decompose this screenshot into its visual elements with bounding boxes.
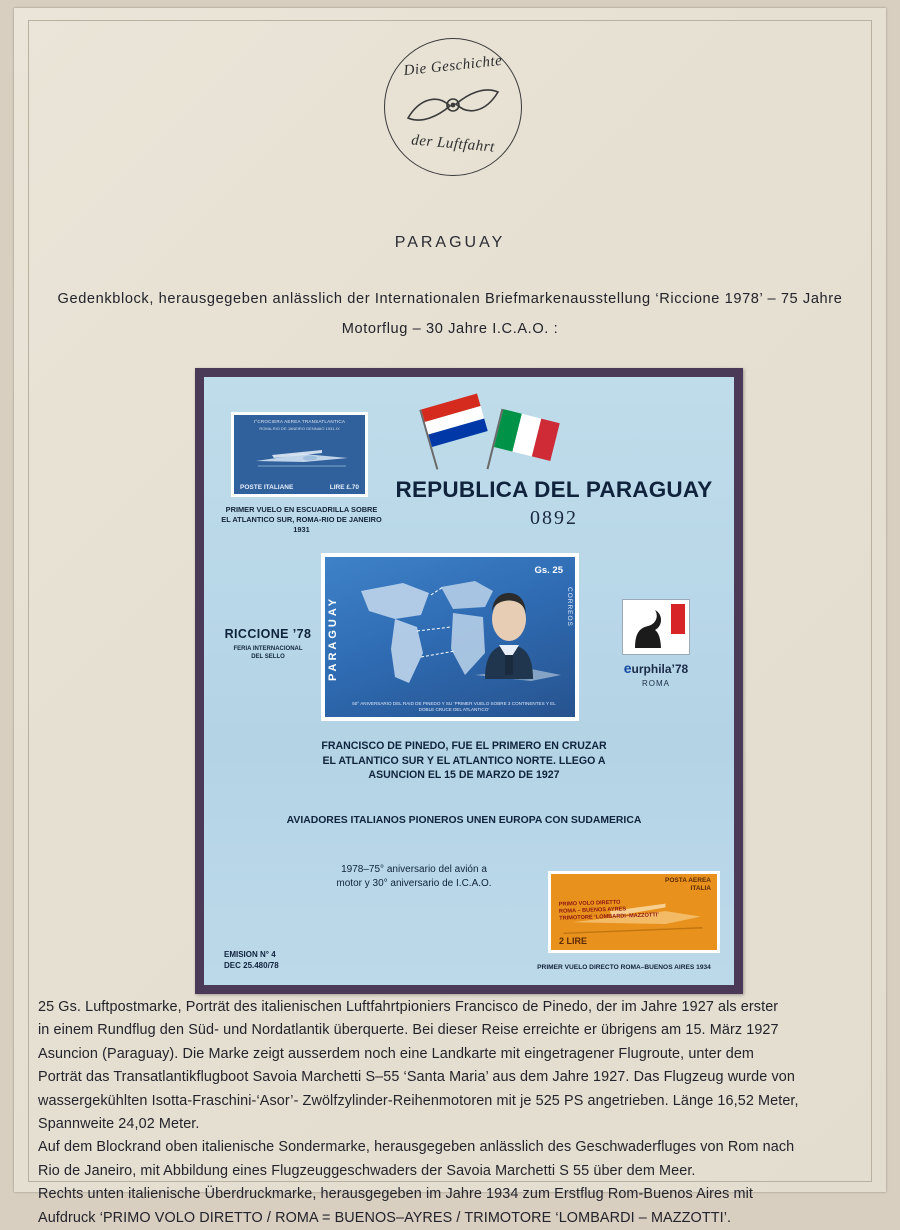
italy-1934-overprint-stamp — [548, 871, 720, 953]
orange-stamp-line-1: POSTA AEREA — [665, 877, 711, 884]
italy-caption-line-1: PRIMER VUELO EN ESCUADRILLA SOBRE — [225, 505, 378, 514]
riccione-sub-1: FERIA INTERNACIONAL — [233, 646, 303, 652]
logo-text-top: Die Geschichte — [402, 52, 504, 80]
sheet-caption-block-2: AVIADORES ITALIANOS PIONEROS UNEN EUROPA CON SUDAMERICA — [286, 815, 642, 826]
page-subtitle — [38, 284, 862, 344]
orange-stamp-overprint — [559, 898, 659, 922]
main-stamp-country: PARAGUAY — [327, 595, 339, 681]
italy-stamp-country: POSTE ITALIANE — [240, 484, 294, 491]
italy-stamp-value: LIRE £.70 — [329, 484, 359, 491]
europhila-city: ROMA — [642, 679, 670, 688]
sheet-title: REPUBLICA DEL PARAGUAY — [395, 477, 713, 502]
description-line: Spannweite 24,02 Meter. — [38, 1116, 200, 1133]
subtitle-line-1: Gedenkblock, herausgegeben anlässlich der Internationalen Briefmarkenausstellung ‘Riccione 1978’ – 75 Jahre — [57, 291, 843, 307]
italy-stamp-line2: ROMA-RIO DE JANEIRO GENNAIO 1931-IX — [259, 426, 340, 431]
italy-stamp-caption — [214, 505, 389, 535]
pinedo-portrait — [477, 575, 541, 679]
italy-stamp-footer — [234, 484, 365, 491]
main-stamp-side-text: CORREOS — [566, 587, 573, 627]
page-title: PARAGUAY — [394, 234, 506, 251]
sheet-serial-number: 0892 — [530, 507, 578, 529]
emission-info — [224, 949, 279, 971]
description-line: wassergekühlten Isotta-Fraschini-‘Asor’- Zwölfzylinder-Reihenmotoren mit je 525 PS angetrieben. Länge 16,52 Meter, — [38, 1092, 799, 1109]
description-line: Auf dem Blockrand oben italienische Sondermarke, herausgegeben anlässlich des Geschwaderfluges von Rom nach — [38, 1139, 795, 1156]
description-line: in einem Rundflug den Süd- und Nordatlantik überquerte. Bei dieser Reise erreichte er übrigens am 15. März 1927 — [38, 1022, 779, 1039]
silhouette-head-icon — [631, 606, 665, 648]
europhila-prefix: e — [623, 660, 632, 676]
description-line: Rechts unten italienische Überdruckmarke, herausgegeben im Jahre 1934 zum Erstflug Rom-Buenos Aires mit — [38, 1186, 753, 1203]
overprint-line-1: PRIMO VOLO DIRETTO — [558, 899, 621, 908]
description-line: Porträt das Transatlantikflugboot Savoia Marchetti S–55 ‘Santa Maria’ aus dem Jahre 1927. Das Flugzeug wurde von — [38, 1069, 795, 1086]
sheet-caption-3-line-1: 1978–75° aniversario del avión a — [341, 864, 487, 875]
orange-stamp-caption: PRIMER VUELO DIRECTO ROMA–BUENOS AIRES 1934 — [537, 964, 711, 971]
orange-stamp-value: 2 LIRE — [559, 936, 588, 946]
main-stamp-caption: 50° ANIVERSARIO DEL RAID DE PINEDO Y SU ‘PRIMER VUELO SOBRE 3 CONTINENTES Y EL DOBLE CRUCE DEL ATLANTICO’ — [352, 701, 556, 712]
world-map-icon — [325, 557, 583, 725]
album-page — [14, 8, 886, 1226]
riccione-title: RICCIONE ’78 — [224, 627, 312, 641]
album-logo — [378, 32, 528, 182]
seaplane-formation-icon — [252, 441, 352, 471]
italy-stamp-line1: I°CROCIERA AEREA TRANSATLANTICA — [253, 419, 346, 424]
emission-number: EMISION N° 4 — [224, 950, 276, 959]
europhila-emblem — [596, 599, 716, 688]
description-line: 25 Gs. Luftpostmarke, Porträt des italienischen Luftfahrtpioniers Francisco de Pinedo, der im Jahre 1927 als erster — [38, 999, 779, 1015]
sheet-caption-block-1 — [284, 739, 644, 783]
description-text — [38, 996, 868, 1230]
sheet-caption-1-line-2: EL ATLANTICO SUR Y EL ATLANTICO NORTE. LLEGO A — [322, 754, 606, 767]
souvenir-sheet — [195, 368, 743, 994]
crossed-flags — [426, 400, 576, 478]
europhila-label-text: urphila’78 — [631, 662, 689, 676]
europhila-stamp-icon — [622, 599, 690, 655]
subtitle-line-2: Motorflug – 30 Jahre I.C.A.O. : — [341, 321, 559, 337]
main-stamp-value: Gs. 25 — [534, 565, 563, 576]
europhila-label — [596, 660, 716, 676]
sheet-caption-1-line-3: ASUNCION EL 15 DE MARZO DE 1927 — [368, 769, 560, 781]
italy-flag-icon — [494, 409, 560, 461]
main-stamp — [321, 553, 579, 721]
orange-stamp-line-2: ITALIA — [690, 885, 711, 892]
sheet-caption-block-3 — [264, 863, 564, 891]
riccione-emblem — [220, 627, 316, 661]
riccione-sub-2: DEL SELLO — [251, 654, 285, 660]
sheet-background — [204, 377, 734, 985]
italy-caption-line-2: EL ATLANTICO SUR, ROMA-RIO DE JANEIRO 1931 — [221, 515, 382, 534]
overprint-line-3: TRIMOTORE ‘LOMBARDI–MAZZOTTI’ — [559, 912, 659, 922]
sheet-caption-3-line-2: motor y 30° aniversario de I.C.A.O. — [336, 878, 492, 889]
europhila-red-bar — [671, 604, 685, 634]
orange-stamp-header — [665, 877, 711, 893]
description-line: Asuncion (Paraguay). Die Marke zeigt ausserdem noch eine Landkarte mit eingetragener Flugroute, unter dem — [38, 1045, 755, 1062]
logo-text-bottom: der Luftfahrt — [410, 132, 496, 156]
emission-decree: DEC 25.480/78 — [224, 961, 279, 970]
italy-1931-stamp — [231, 412, 368, 497]
description-line: Rio de Janeiro, mit Abbildung eines Flugzeuggeschwaders der Savoia Marchetti S 55 über dem Meer. — [38, 1162, 696, 1179]
description-line: Aufdruck ‘PRIMO VOLO DIRETTO / ROMA = BUENOS–AYRES / TRIMOTORE ‘LOMBARDI – MAZZOTTI’. — [38, 1209, 732, 1226]
sheet-caption-1-line-1: FRANCISCO DE PINEDO, FUE EL PRIMERO EN CRUZAR — [321, 740, 607, 752]
overprint-line-2: ROMA – BUENOS AYRES — [558, 906, 627, 915]
paraguay-flag-icon — [421, 394, 488, 447]
